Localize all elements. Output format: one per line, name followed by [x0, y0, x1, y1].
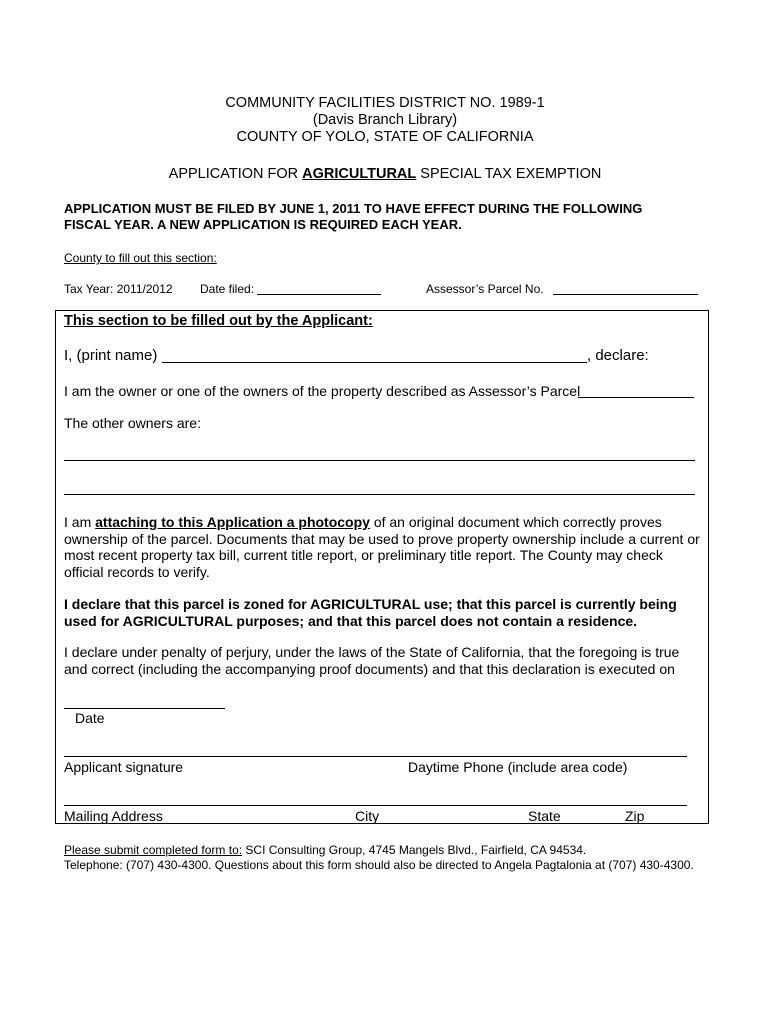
tax-year: Tax Year: 2011/2012: [64, 282, 173, 296]
date-field[interactable]: [64, 708, 225, 709]
zoning-declaration: I declare that this parcel is zoned for AGRICULTURAL use; that this parcel is currently being used for AGRICULTURAL purposes; and that this parcel does not contain a residence.: [64, 596, 677, 629]
date-label: Date: [75, 710, 105, 726]
perjury-declaration: I declare under penalty of perjury, under the laws of the State of California, that the foregoing is true and correct (including the accompanying proof documents) and that this declaration is executed on: [64, 644, 680, 677]
county-title: COUNTY OF YOLO, STATE OF CALIFORNIA: [236, 129, 534, 145]
parcel-no-field[interactable]: [553, 294, 698, 295]
phone-label: Daytime Phone (include area code): [408, 759, 628, 775]
other-owners-label: The other owners are:: [64, 415, 201, 431]
owner-statement: I am the owner or one of the owners of the property described as Assessor’s Parcel: [64, 383, 581, 399]
county-section-heading: County to fill out this section:: [64, 251, 217, 265]
state-label: State: [528, 808, 561, 824]
other-owners-field-1[interactable]: [64, 460, 695, 461]
district-title: COMMUNITY FACILITIES DISTRICT NO. 1989-1: [225, 95, 545, 111]
other-owners-field-2[interactable]: [64, 494, 695, 495]
date-filed-label: Date filed:: [200, 282, 255, 296]
submit-label: Please submit completed form to:: [64, 843, 243, 857]
library-subtitle: (Davis Branch Library): [312, 112, 458, 128]
submit-address: SCI Consulting Group, 4745 Mangels Blvd., Fairfield, CA 94534.: [242, 843, 587, 857]
filing-notice-line2: FISCAL YEAR. A NEW APPLICATION IS REQUIRED EACH YEAR.: [64, 217, 462, 232]
print-name-label: I, (print name): [64, 347, 158, 364]
attachment-paragraph: [64, 514, 704, 580]
mailing-address-label: Mailing Address: [64, 808, 163, 824]
title-prefix: APPLICATION FOR: [168, 166, 303, 182]
date-filed-field[interactable]: [257, 294, 381, 295]
city-label: City: [355, 808, 380, 824]
parcel-no-label: Assessor’s Parcel No.: [426, 282, 544, 296]
attach-prefix: I am: [64, 514, 96, 530]
address-field[interactable]: [64, 805, 687, 806]
telephone-info: Telephone: (707) 430-4300. Questions about this form should also be directed to Angela Pagtalonia at (707) 430-4300.: [64, 858, 694, 872]
application-title: [0, 166, 770, 182]
signature-phone-field[interactable]: [64, 756, 687, 757]
attach-emphasis: attaching to this Application a photocopy: [95, 514, 370, 530]
applicant-section-heading: This section to be filled out by the Applicant:: [64, 313, 373, 329]
submit-instructions: [64, 843, 586, 858]
zip-label: Zip: [625, 808, 645, 824]
owner-parcel-field[interactable]: [578, 397, 694, 398]
attach-suffix: of an original document which correctly proves ownership of the parcel. Documents that may be used to prove property ownership include a current or most recent property tax bill, current title report, or preliminary title report. The County may check official records to verify.: [64, 514, 700, 580]
title-emphasis: AGRICULTURAL: [302, 166, 417, 182]
print-name-field[interactable]: [162, 362, 587, 363]
filing-notice-line1: APPLICATION MUST BE FILED BY JUNE 1, 2011 TO HAVE EFFECT DURING THE FOLLOWING: [64, 201, 643, 216]
declare-label: , declare:: [587, 347, 649, 364]
signature-label: Applicant signature: [64, 759, 184, 775]
title-suffix: SPECIAL TAX EXEMPTION: [416, 166, 602, 182]
